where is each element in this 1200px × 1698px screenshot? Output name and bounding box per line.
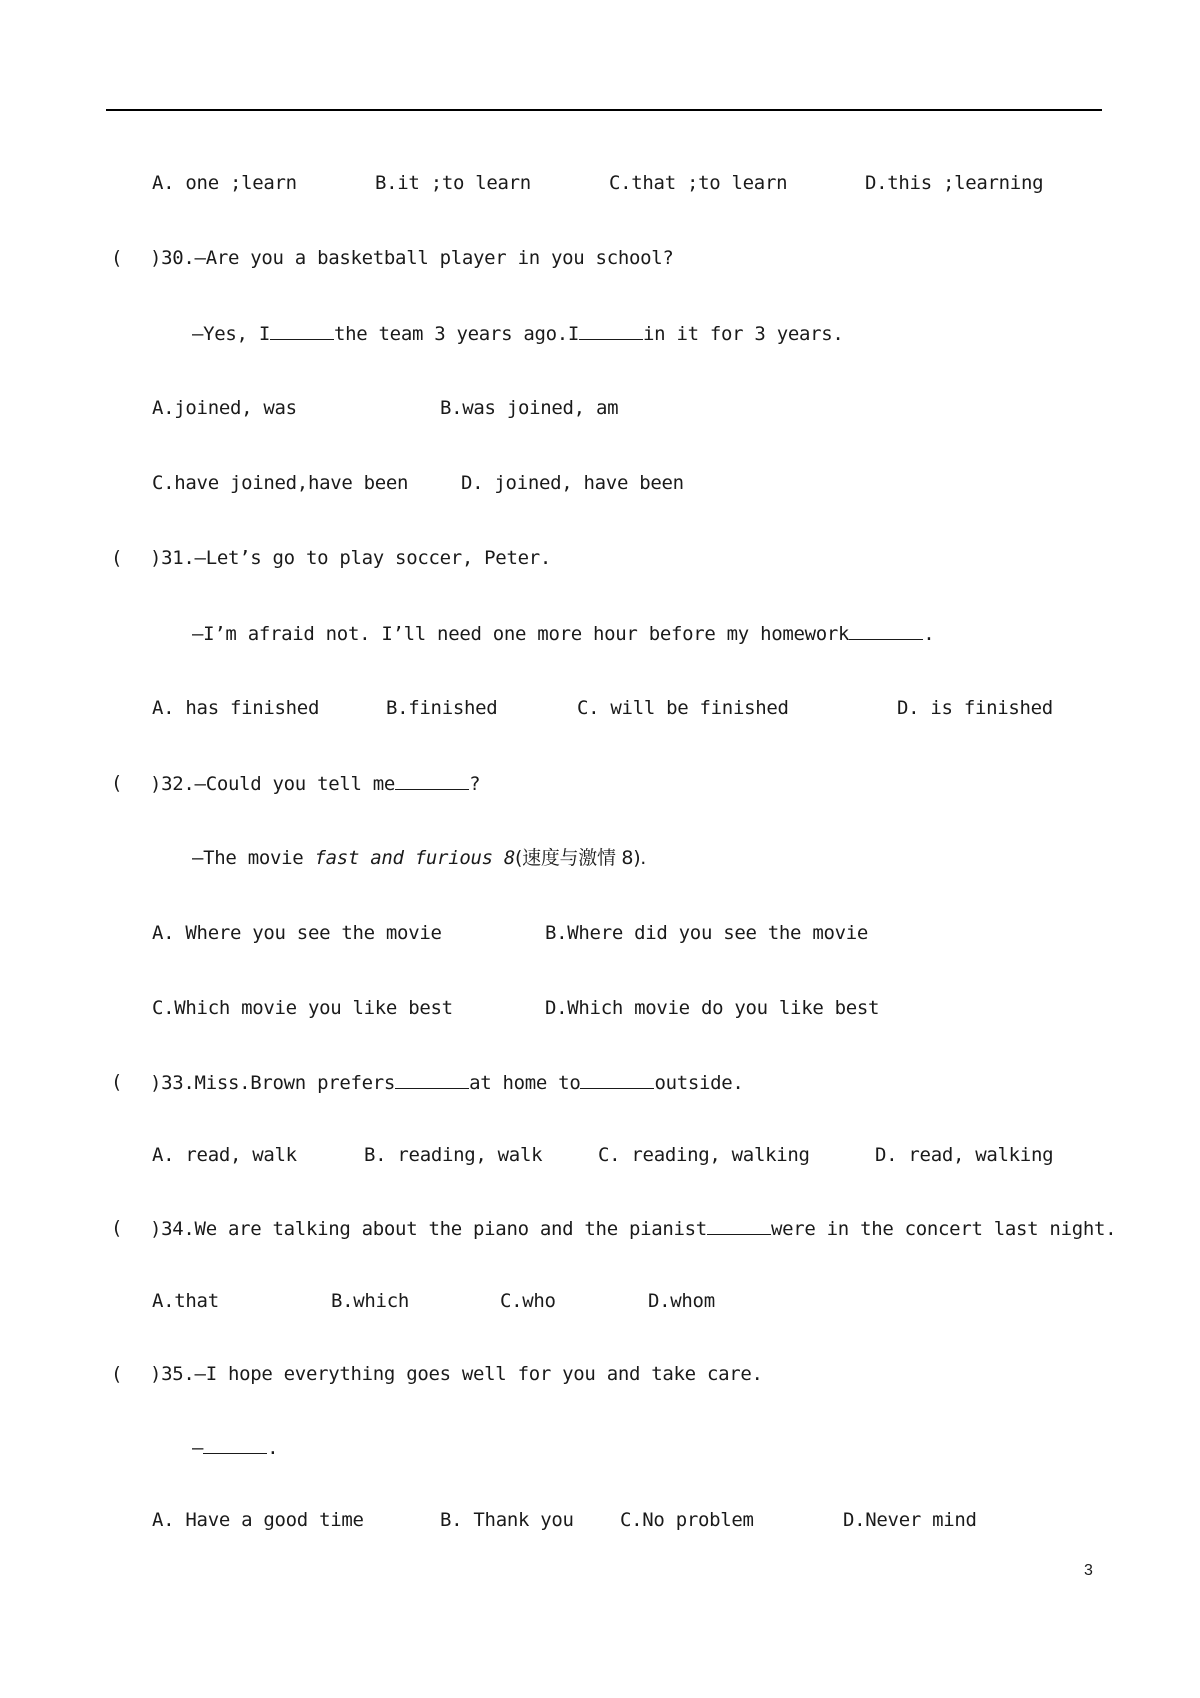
q30-reply: —Yes, I the team 3 years ago.I in it for 3 years. <box>192 323 844 345</box>
answer-blank[interactable] <box>580 1070 654 1089</box>
q32-option-b: B.Where did you see the movie <box>545 922 869 944</box>
q33-option-d: D. read, walking <box>875 1144 1054 1166</box>
answer-blank[interactable] <box>395 1070 469 1089</box>
q29-option-d: D.this ;learning <box>865 172 1044 194</box>
q32-question: )32.—Could you tell me ? <box>150 773 481 795</box>
q30-option-b: B.was joined, am <box>440 397 619 419</box>
q35-question: )35.—I hope everything goes well for you and take care. <box>150 1363 763 1385</box>
q34-question: )34.We are talking about the piano and the pianist were in the concert last night. <box>150 1218 1117 1240</box>
q31-paren: ( <box>111 547 123 569</box>
page-number: 3 <box>1084 1562 1093 1579</box>
q34-option-a: A.that <box>152 1290 219 1312</box>
q35-option-b: B. Thank you <box>440 1509 574 1531</box>
q32-option-c: C.Which movie you like best <box>152 997 453 1019</box>
q32-paren: ( <box>111 772 123 794</box>
q35-paren: ( <box>111 1363 123 1385</box>
q33-paren: ( <box>111 1071 123 1093</box>
answer-blank[interactable] <box>203 1435 267 1454</box>
movie-title: fast and furious 8 <box>314 847 516 869</box>
answer-blank[interactable] <box>270 321 334 340</box>
q30-option-d: D. joined, have been <box>461 472 684 494</box>
header-rule <box>106 109 1102 111</box>
q32-reply: —The movie fast and furious 8(速度与激情 8). <box>192 847 647 869</box>
q34-paren: ( <box>111 1217 123 1239</box>
q31-option-a: A. has finished <box>152 697 320 719</box>
q33-option-b: B. reading, walk <box>364 1144 543 1166</box>
q30-option-c: C.have joined,have been <box>152 472 409 494</box>
q32-option-a: A. Where you see the movie <box>152 922 442 944</box>
q34-option-d: D.whom <box>648 1290 715 1312</box>
q34-option-b: B.which <box>331 1290 409 1312</box>
q33-option-c: C. reading, walking <box>598 1144 810 1166</box>
q35-option-d: D.Never mind <box>843 1509 977 1531</box>
q31-option-b: B.finished <box>386 697 498 719</box>
q32-option-d: D.Which movie do you like best <box>545 997 880 1019</box>
q31-question: )31.—Let’s go to play soccer, Peter. <box>150 547 552 569</box>
answer-blank[interactable] <box>395 771 469 790</box>
answer-blank[interactable] <box>849 621 923 640</box>
q30-question: )30.—Are you a basketball player in you school? <box>150 247 674 269</box>
q33-question: )33.Miss.Brown prefers at home to outside. <box>150 1072 744 1094</box>
q29-option-b: B.it ;to learn <box>375 172 531 194</box>
q30-option-a: A.joined, was <box>152 397 297 419</box>
q35-reply: — . <box>192 1437 279 1459</box>
q31-reply: —I’m afraid not. I’ll need one more hour before my homework . <box>192 623 935 645</box>
q34-option-c: C.who <box>500 1290 556 1312</box>
q29-option-c: C.that ;to learn <box>609 172 788 194</box>
answer-blank[interactable] <box>707 1216 771 1235</box>
q29-option-a: A. one ;learn <box>152 172 297 194</box>
q33-option-a: A. read, walk <box>152 1144 297 1166</box>
q31-option-d: D. is finished <box>897 697 1053 719</box>
q35-option-a: A. Have a good time <box>152 1509 364 1531</box>
answer-blank[interactable] <box>579 321 643 340</box>
q31-option-c: C. will be finished <box>577 697 789 719</box>
q35-option-c: C.No problem <box>620 1509 754 1531</box>
q30-paren: ( <box>111 247 123 269</box>
